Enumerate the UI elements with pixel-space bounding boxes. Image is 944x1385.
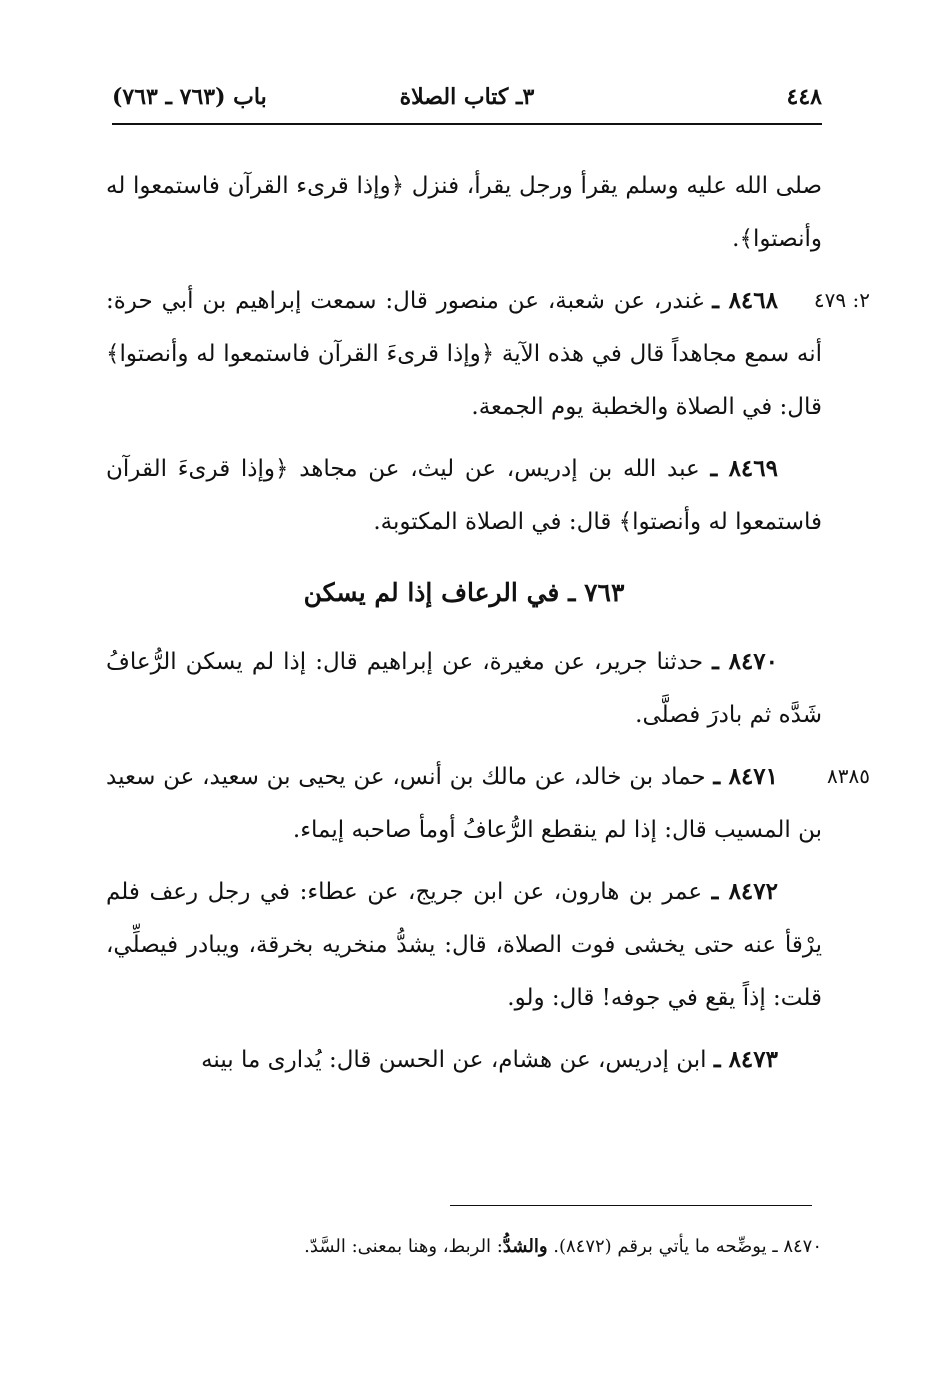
footnote-text-definition: : الربط، وهنا بمعنى: السَّدّ. <box>304 1236 503 1257</box>
section-title: ٧٦٣ ـ في الرعاف إذا لم يسكن <box>303 578 625 607</box>
paragraph <box>106 160 822 266</box>
hadith-text: غندر، عن شعبة، عن منصور قال: سمعت إبراهيم بن أبي حرة: أنه سمع مجاهداً قال في هذه الآية ﴿وإذا قرىءَ القرآن فاستمعوا له وأنصتوا﴾ قال: في الصلاة والخطبة يوم الجمعة. <box>106 288 822 420</box>
hadith-8473 <box>106 1033 822 1087</box>
hadith-text: حدثنا جرير، عن مغيرة، عن إبراهيم قال: إذا لم يسكن الرُّعافُ شَدَّه ثم بادرَ فصلَّى. <box>106 649 822 728</box>
hadith-text: ابن إدريس، عن هشام، عن الحسن قال: يُدارى ما بينه <box>201 1047 714 1073</box>
hadith-8470 <box>106 635 822 742</box>
main-text <box>106 160 870 1087</box>
book-title: ٣ـ كتاب الصلاة <box>399 84 535 110</box>
page-number: ٤٤٨ <box>786 84 822 110</box>
hadith-text: حماد بن خالد، عن مالك بن أنس، عن يحيى بن سعيد، عن سعيد بن المسيب قال: إذا لم ينقطع الرُّعافُ أومأ صاحبه إيماء. <box>106 764 822 843</box>
page-header <box>112 80 822 120</box>
hadith-8471 <box>106 750 870 857</box>
hadith-number: ٨٤٦٨ ـ <box>712 287 778 314</box>
hadith-number: ٨٤٦٩ ـ <box>710 455 778 482</box>
footnote-text: ٨٤٧٠ ـ يوضِّحه ما يأتي برقم (٨٤٧٢). <box>547 1236 822 1257</box>
hadith-number: ٨٤٧١ ـ <box>713 763 779 790</box>
hadith-number: ٨٤٧٢ ـ <box>711 878 778 905</box>
hadith-8469 <box>106 442 822 549</box>
hadith-8468 <box>106 274 870 434</box>
hadith-text: عبد الله بن إدريس، عن ليث، عن مجاهد ﴿وإذا قرىءَ القرآن فاستمعوا له وأنصتوا﴾ قال: في الصلاة المكتوبة. <box>106 456 822 535</box>
margin-reference: ٨٣٨٥ <box>827 764 870 788</box>
header-rule <box>112 123 822 125</box>
footnote <box>140 1232 822 1262</box>
footnote-term: والشدُّ <box>502 1236 548 1257</box>
margin-reference: ٢: ٤٧٩ <box>813 288 870 312</box>
hadith-8472 <box>106 865 822 1025</box>
hadith-number: ٨٤٧٠ ـ <box>712 648 779 675</box>
hadith-number: ٨٤٧٣ ـ <box>713 1046 778 1073</box>
hadith-text: عمر بن هارون، عن ابن جريج، عن عطاء: في رجل رعف فلم يرْقأ عنه حتى يخشى فوت الصلاة، قال: يشدُّ منخريه بخرقة، ويبادر فيصلِّي، قلت: إذاً يقع في جوفه! قال: ولو. <box>106 879 822 1011</box>
paragraph-text: صلى الله عليه وسلم يقرأ ورجل يقرأ، فنزل ﴿وإذا قرىء القرآن فاستمعوا له وأنصتوا﴾. <box>106 173 822 252</box>
chapter-range: باب (٧٦٣ ـ ٧٦٣) <box>112 84 267 110</box>
footnote-rule <box>450 1205 812 1206</box>
